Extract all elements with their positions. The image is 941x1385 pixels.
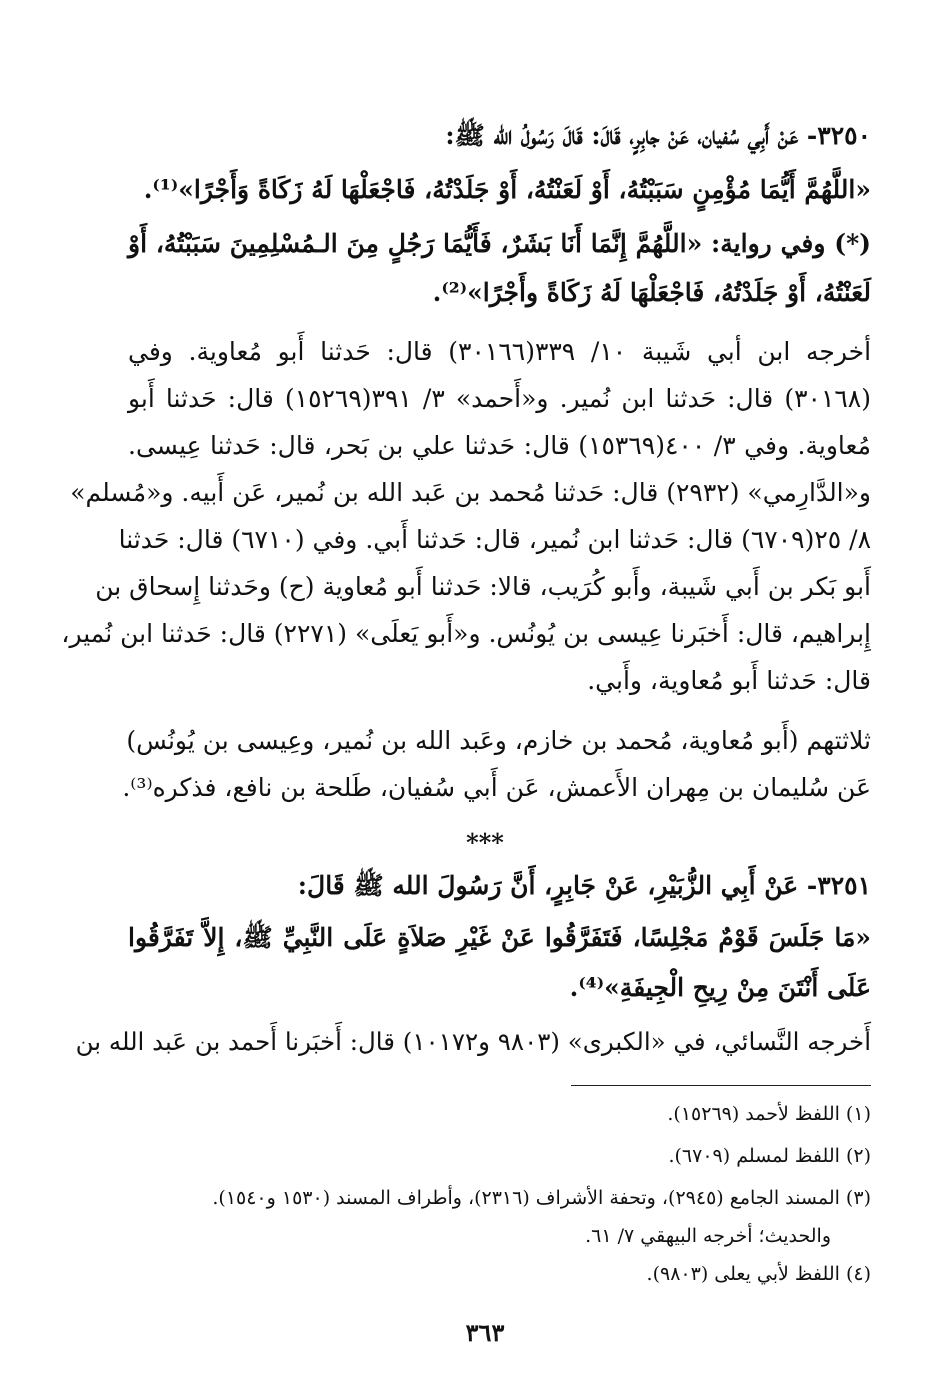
takhrij-line-8: قال: حَدثنا أَبو مُعاوية، وأَبي. <box>587 666 871 695</box>
footnote-4: (٤) اللفظ لأبي يعلى (٩٨٠٣). <box>646 1263 871 1285</box>
takhrij-line-4: و«الدَّارِمي» (٢٩٣٢) قال: حَدثنا مُحمد بن عَبد الله بن نُمير، عَن أَبيه. و«مُسلم» <box>70 478 871 507</box>
hadith-3251-matn-line-1: «مَا جَلَسَ قَوْمٌ مَجْلِسًا، فَتَفَرَّقُوا عَنْ غَيْرِ صَلاَةٍ عَلَى النَّبِيِّ ﷺ، إِلاَّ تَفَرَّقُوا <box>128 923 871 952</box>
takhrij-line-6: أَبو بَكر بن أَبي شَيبة، وأَبو كُرَيب، قالا: حَدثنا أَبو مُعاوية (ح) وحَدثنا إِسحاق بن <box>95 572 871 601</box>
hadith-3251-takhrij: أَخرجه النَّسائي، في «الكبرى» (٩٨٠٣ و١٠١٧٢) قال: أَخبَرنا أَحمد بن عَبد الله بن <box>75 1027 871 1056</box>
hadith-3250-matn: «اللَّهُمَّ أَيُّمَا مُؤْمِنٍ سَبَبْتُهُ، أَوْ لَعَنْتُهُ، أَوْ جَلَدْتُهُ، فَاجْعَلْهَا لَهُ زَكَاةً وَأَجْرًا»⁽¹⁾. <box>143 175 871 204</box>
footnote-1: (١) اللفظ لأحمد (١٥٢٦٩). <box>667 1103 871 1125</box>
footnote-2: (٢) اللفظ لمسلم (٦٧٠٩). <box>668 1145 871 1167</box>
takhrij-line-2: (٣٠١٦٨) قال: حَدثنا ابن نُمير. و«أَحمد» ٣/ ٣٩١(١٥٢٦٩) قال: حَدثنا أَبو <box>128 384 871 413</box>
takhrij-line-1: أخرجه ابن أبي شَيبة ١٠/ ٣٣٩(٣٠١٦٦) قال: حَدثنا أَبو مُعاوية. وفي <box>128 337 872 366</box>
hadith-3251-matn-line-2: عَلَى أَنْتَنَ مِنْ رِيحِ الْجِيفَةِ»⁽⁴⁾. <box>569 973 871 1002</box>
footnote-rule <box>571 1085 871 1086</box>
takhrij-line-7: إِبراهيم، قال: أَخبَرنا عِيسى بن يُونُس. و«أَبو يَعلَى» (٢٢٧١) قال: حَدثنا ابن نُمير، <box>61 619 871 648</box>
hadith-3250-heading: ٣٢٥٠- عَنْ أَبِي سُفيان، عَنْ جابِرٍ، قَالَ: قَالَ رَسُولُ الله ﷺ: <box>445 121 871 150</box>
footnote-3: (٣) المسند الجامع (٢٩٤٥)، وتحفة الأشراف (٢٣١٦)، وأطراف المسند (١٥٣٠ و١٥٤٠). <box>212 1187 871 1209</box>
takhrij-line-5: ٨/ ٢٥(٦٧٠٩) قال: حَدثنا ابن نُمير، قال: حَدثنا أَبي. وفي (٦٧١٠) قال: حَدثنا <box>118 525 871 554</box>
hadith-3250-riwaya-line-2: لَعَنْتُهُ، أَوْ جَلَدْتُهُ، فَاجْعَلْهَا لَهُ زَكَاةً وأَجْرًا»⁽²⁾. <box>432 278 871 307</box>
takhrij-line-3: مُعاوية. وفي ٣/ ٤٠٠(١٥٣٦٩) قال: حَدثنا علي بن بَحر، قال: حَدثنا عِيسى. <box>128 431 871 460</box>
page-number: ٣٦٣ <box>465 1318 505 1347</box>
section-separator: *** <box>466 828 504 857</box>
hadith-3251-heading: ٣٢٥١- عَنْ أَبِي الزُّبَيْرِ، عَنْ جَابِرٍ، أَنَّ رَسُولَ الله ﷺ قَالَ: <box>297 871 871 900</box>
isnad-line-1: ثلاثتهم (أَبو مُعاوية، مُحمد بن خازم، وعَبد الله بن نُمير، وعِيسى بن يُونُس) <box>126 726 871 755</box>
hadith-3250-riwaya-line-1: (*) وفي رواية: «اللَّهُمَّ إِنَّمَا أَنَا بَشَرٌ، فَأَيُّمَا رَجُلٍ مِنَ الـمُسْلِمِينَ سَبَبْتُهُ، أَوْ <box>128 229 871 258</box>
footnote-3-continuation: والحديث؛ أخرجه البيهقي ٧/ ٦١. <box>585 1225 831 1247</box>
isnad-line-2: عَن سُليمان بن مِهران الأَعمش، عَن أَبي سُفيان، طَلحة بن نافع، فذكره⁽³⁾. <box>122 773 871 802</box>
